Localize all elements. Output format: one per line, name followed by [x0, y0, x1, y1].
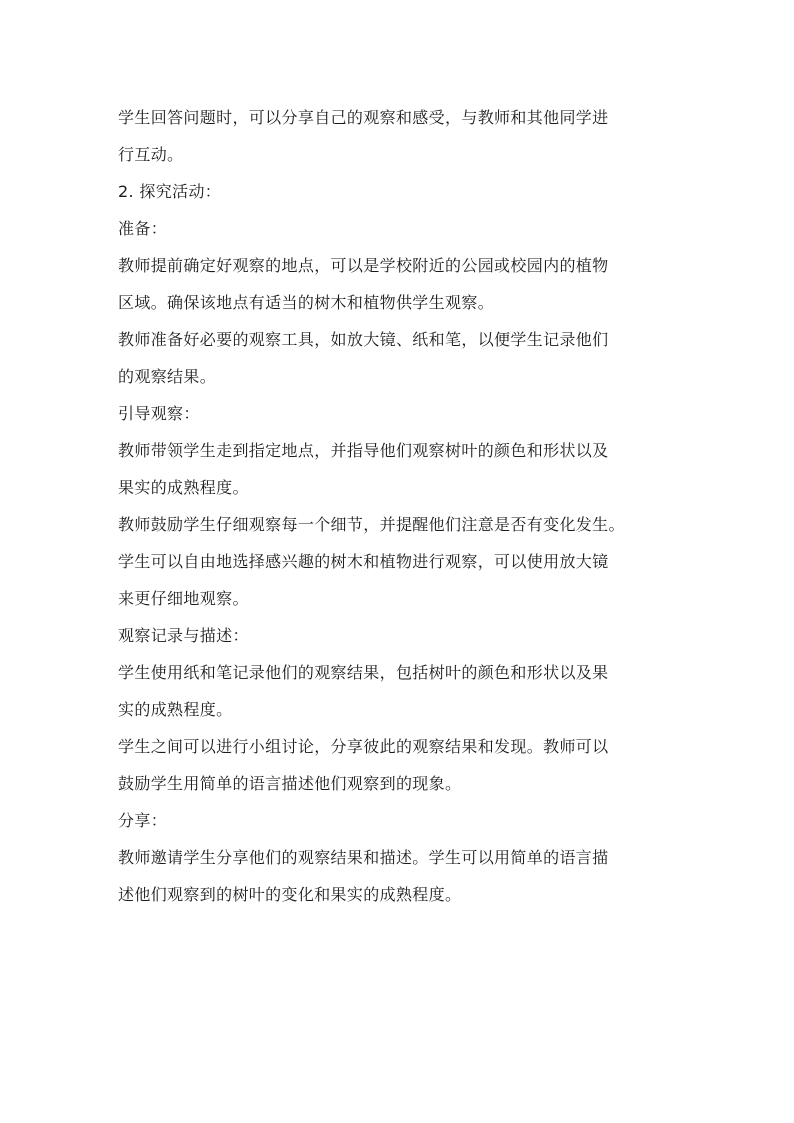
- text-line: 果实的成熟程度。: [118, 478, 249, 497]
- text-line: 来更仔细地观察。: [118, 589, 249, 608]
- text-line: 学生可以自由地选择感兴趣的树木和植物进行观察，可以使用放大镜: [118, 552, 609, 571]
- subheading-record-and-describe: [118, 617, 684, 654]
- paragraph-lead-students: [118, 432, 684, 506]
- paragraph-free-choice: [118, 543, 684, 617]
- section-heading-inquiry-activity: [118, 173, 684, 210]
- paragraph-encourage-detail: [118, 506, 684, 543]
- document-body: [118, 99, 684, 913]
- text-line: 教师鼓励学生仔细观察每一个细节，并提醒他们注意是否有变化发生。: [118, 515, 625, 534]
- text-line: 行互动。: [118, 145, 184, 164]
- text-line: 学生使用纸和笔记录他们的观察结果，包括树叶的颜色和形状以及果: [118, 663, 609, 682]
- heading-line: 分享：: [118, 811, 168, 830]
- text-line: 述他们观察到的树叶的变化和果实的成熟程度。: [118, 885, 462, 904]
- text-line: 实的成熟程度。: [118, 700, 233, 719]
- text-line: 区域。确保该地点有适当的树木和植物供学生观察。: [118, 293, 495, 312]
- paragraph-choose-location: [118, 247, 684, 321]
- subheading-preparation: [118, 210, 684, 247]
- subheading-sharing: [118, 802, 684, 839]
- paragraph-prepare-tools: [118, 321, 684, 395]
- text-line: 学生之间可以进行小组讨论，分享彼此的观察结果和发现。教师可以: [118, 737, 609, 756]
- text-line: 教师带领学生走到指定地点，并指导他们观察树叶的颜色和形状以及: [118, 441, 609, 460]
- paragraph-student-answer: [118, 99, 684, 173]
- text-line: 教师提前确定好观察的地点，可以是学校附近的公园或校园内的植物: [118, 256, 609, 275]
- subheading-guided-observation: [118, 395, 684, 432]
- heading-line: 2. 探究活动：: [118, 182, 222, 201]
- text-line: 的观察结果。: [118, 367, 217, 386]
- heading-line: 观察记录与描述：: [118, 626, 249, 645]
- text-line: 教师准备好必要的观察工具，如放大镜、纸和笔，以便学生记录他们: [118, 330, 609, 349]
- paragraph-group-discussion: [118, 728, 684, 802]
- heading-line: 引导观察：: [118, 404, 200, 423]
- paragraph-invite-sharing: [118, 839, 684, 913]
- text-line: 鼓励学生用简单的语言描述他们观察到的现象。: [118, 774, 462, 793]
- paragraph-record-results: [118, 654, 684, 728]
- text-line: 教师邀请学生分享他们的观察结果和描述。学生可以用简单的语言描: [118, 848, 609, 867]
- heading-line: 准备：: [118, 219, 168, 238]
- text-line: 学生回答问题时，可以分享自己的观察和感受，与教师和其他同学进: [118, 108, 609, 127]
